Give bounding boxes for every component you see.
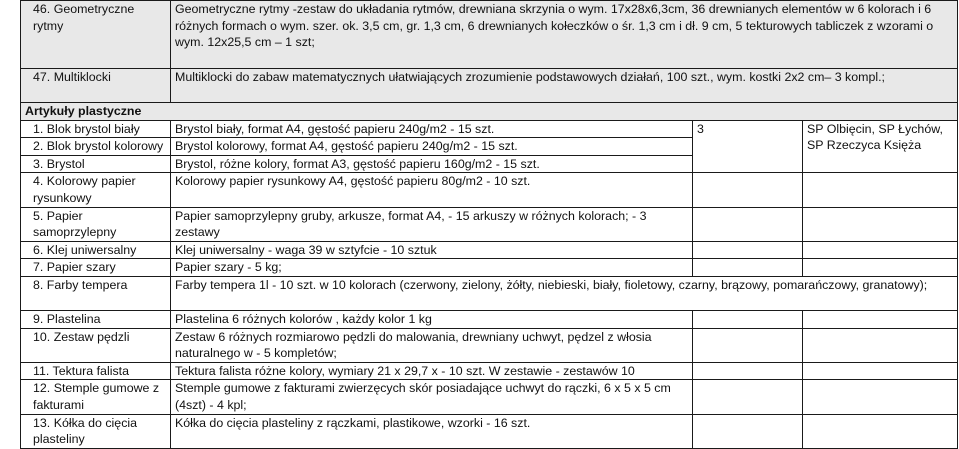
table-row bbox=[21, 173, 958, 207]
table-row bbox=[21, 362, 958, 380]
item-name: Brystol bbox=[46, 156, 85, 171]
item-number: 13. bbox=[33, 415, 51, 430]
table-row bbox=[21, 380, 958, 414]
item-name: Multiklocki bbox=[53, 70, 111, 84]
item-cell bbox=[21, 362, 171, 380]
item-name: Farby tempera bbox=[46, 277, 128, 292]
item-name: Geometryczne rytmy bbox=[33, 2, 135, 33]
item-name: Klej uniwersalny bbox=[46, 242, 137, 257]
item-number: 1. bbox=[33, 121, 44, 136]
item-name: Kolorowy papier rysunkowy bbox=[33, 174, 136, 205]
schools-cell: SP Olbięcin, SP Łychów, SP Rzeczyca Księża bbox=[803, 120, 958, 173]
item-cell bbox=[21, 380, 171, 414]
item-cell bbox=[21, 259, 171, 277]
item-cell bbox=[21, 310, 171, 328]
item-cell bbox=[21, 1, 171, 69]
item-description: Tektura falista różne kolory, wymiary 21 x 29,7 x - 10 szt. W zestawie - zestawów 10 bbox=[171, 362, 693, 380]
item-name: Blok brystol biały bbox=[46, 121, 140, 136]
item-description: Geometryczne rytmy -zestaw do układania rytmów, drewniana skrzynia o wym. 17x28x6,3cm, 36 drewnianych elementów w 6 kolorach i 6 różnych formach o wym. szer. ok. 3,5 cm, gr. 1,3 cm, 6 drewnianych kołeczków o śr. 1,3 cm i dł. 9 cm, 5 tekturowych tabliczek z wzorami o wym. 12x25,5 cm – 1 szt; bbox=[171, 1, 958, 69]
section-title: Artykuły plastyczne bbox=[21, 103, 958, 121]
item-number: 6. bbox=[33, 242, 44, 257]
item-number: 10. bbox=[33, 329, 51, 344]
item-cell bbox=[21, 328, 171, 362]
table-row bbox=[21, 241, 958, 259]
item-name: Plastelina bbox=[46, 311, 101, 326]
item-number: 5. bbox=[33, 208, 44, 223]
item-cell bbox=[21, 241, 171, 259]
item-cell bbox=[21, 69, 171, 103]
item-name: Papier szary bbox=[46, 260, 116, 275]
item-description: Plastelina 6 różnych kolorów , każdy kolor 1 kg bbox=[171, 310, 693, 328]
item-number: 47. bbox=[33, 70, 51, 84]
table-row bbox=[21, 120, 958, 138]
table-row bbox=[21, 310, 958, 328]
table-row bbox=[21, 328, 958, 362]
item-number: 9. bbox=[33, 311, 44, 326]
table-row bbox=[21, 259, 958, 277]
item-description: Brystol, różne kolory, format A3, gęstość papieru 160g/m2 - 15 szt. bbox=[171, 155, 693, 173]
item-description: Kółka do cięcia plasteliny z rączkami, plastikowe, wzorki - 16 szt. bbox=[171, 414, 693, 448]
item-description: Brystol kolorowy, format A4, gęstość papieru 240g/m2 - 15 szt. bbox=[171, 138, 693, 156]
table-row bbox=[21, 276, 958, 310]
item-description: Kolorowy papier rysunkowy A4, gęstość papieru 80g/m2 - 10 szt. bbox=[171, 173, 693, 207]
item-cell bbox=[21, 276, 171, 310]
item-name: Kółka do cięcia plasteliny bbox=[33, 415, 138, 447]
document-table bbox=[20, 0, 958, 449]
item-number: 8. bbox=[33, 277, 44, 292]
item-name: Stemple gumowe z fakturami bbox=[33, 381, 160, 412]
item-description: Multiklocki do zabaw matematycznych ułatwiających zrozumienie podstawowych działań, 100 szt., wym. kostki 2x2 cm– 3 kompl.; bbox=[171, 69, 958, 103]
item-number: 46. bbox=[33, 2, 51, 16]
item-description: Brystol biały, format A4, gęstość papieru 240g/m2 - 15 szt. bbox=[171, 120, 693, 138]
item-cell bbox=[21, 207, 171, 241]
item-description: Farby tempera 1l - 10 szt. w 10 kolorach (czerwony, zielony, żółty, niebieski, biały, fioletowy, czarny, brązowy, pomarańczowy, granatowy); bbox=[171, 276, 958, 310]
item-number: 7. bbox=[33, 260, 44, 275]
item-number: 4. bbox=[33, 174, 44, 189]
item-name: Papier samoprzylepny bbox=[33, 208, 117, 240]
item-description: Papier szary - 5 kg; bbox=[171, 259, 693, 277]
table-row bbox=[21, 207, 958, 241]
item-cell bbox=[21, 120, 171, 138]
table-row bbox=[21, 1, 958, 69]
item-cell bbox=[21, 138, 171, 156]
item-number: 11. bbox=[33, 363, 50, 378]
item-cell bbox=[21, 414, 171, 448]
table-row bbox=[21, 69, 958, 103]
item-name: Zestaw pędzli bbox=[53, 329, 130, 344]
item-name: Blok brystol kolorowy bbox=[46, 139, 164, 154]
item-name: Tektura falista bbox=[52, 363, 129, 378]
item-description: Stemple gumowe z fakturami zwierzęcych skór posiadające uchwyt do rączki, 6 x 5 x 5 cm (4szt) - 4 kpl; bbox=[171, 380, 693, 414]
item-number: 12. bbox=[33, 381, 51, 396]
item-description: Papier samoprzylepny gruby, arkusze, format A4, - 15 arkuszy w różnych kolorach; - 3 zestawy bbox=[171, 207, 693, 241]
section-header-row bbox=[21, 103, 958, 121]
item-number: 2. bbox=[33, 139, 44, 154]
item-description: Klej uniwersalny - waga 39 w sztyfcie - 10 sztuk bbox=[171, 241, 693, 259]
item-cell bbox=[21, 155, 171, 173]
item-cell bbox=[21, 173, 171, 207]
item-number: 3. bbox=[33, 156, 44, 171]
quantity-cell: 3 bbox=[693, 120, 803, 173]
table-row bbox=[21, 414, 958, 448]
item-description: Zestaw 6 różnych rozmiarowo pędzli do malowania, drewniany uchwyt, pędzel z włosia naturalnego w - 5 kompletów; bbox=[171, 328, 693, 362]
